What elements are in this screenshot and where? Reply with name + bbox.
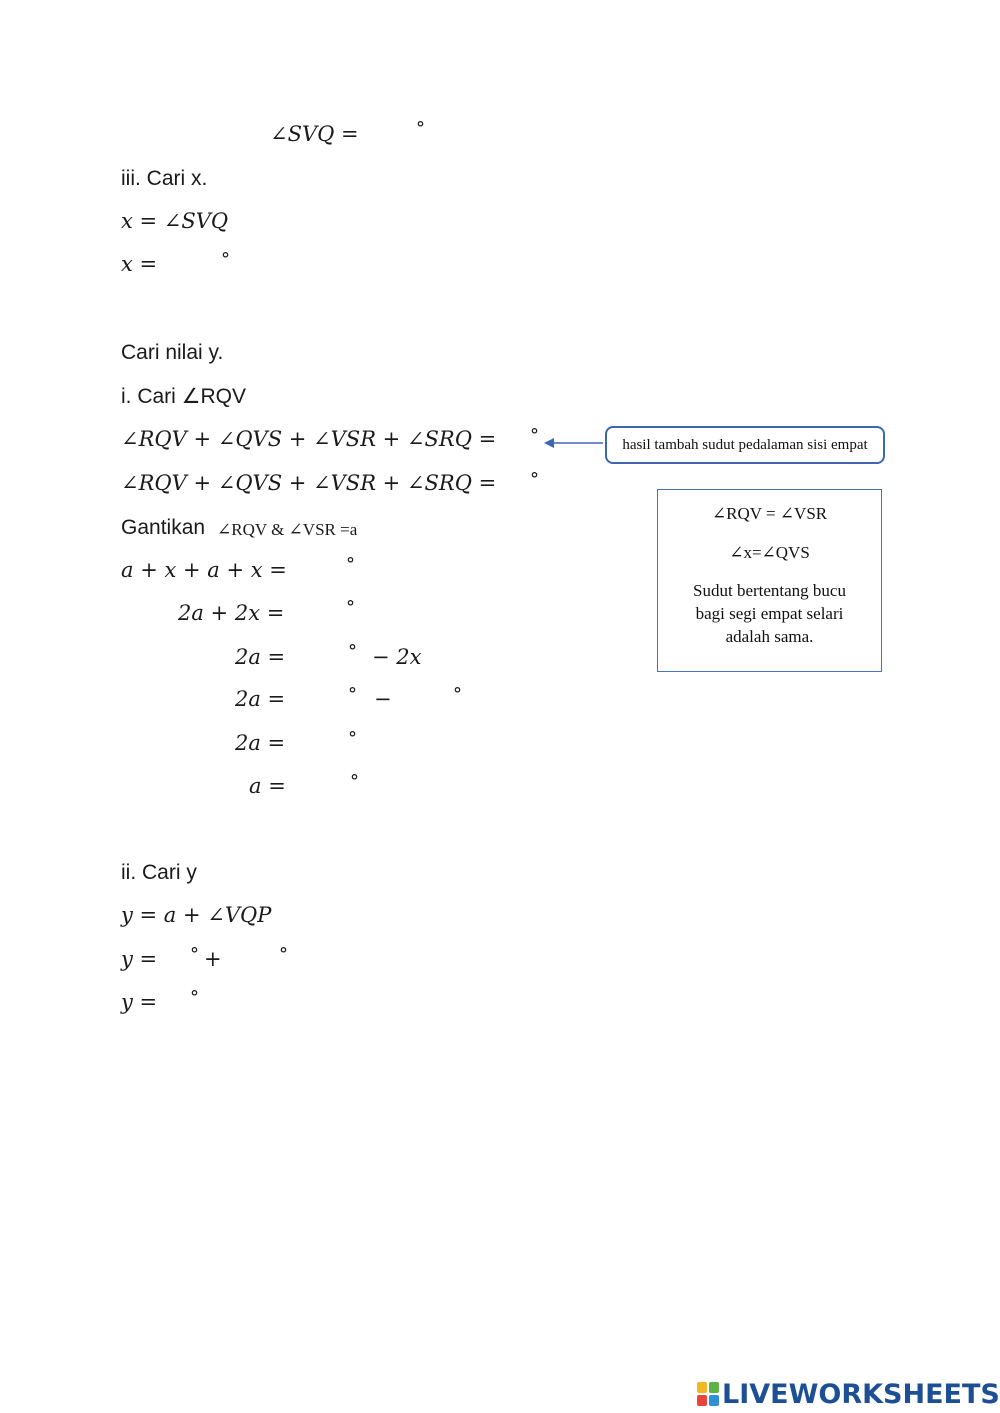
note-line: ∠RQV = ∠VSR [711,504,828,523]
degree-symbol: ° [348,684,357,705]
angle-sum-equation: ∠RQV + ∠QVS + ∠VSR + ∠SRQ = [121,427,497,451]
degree-symbol: ° [346,554,355,575]
step-heading-find-y: ii. Cari y [121,861,197,884]
answer-blank[interactable] [475,426,529,452]
answer-blank[interactable] [360,121,414,147]
note-line: bagi segi empat selari [695,604,844,623]
answer-blank[interactable] [166,251,220,277]
y-equation: y = [121,990,158,1014]
equation-2a: 2a = [235,731,286,755]
note-line: adalah sama. [725,627,814,646]
step-heading-find-x: iii. Cari x. [121,167,208,190]
answer-blank[interactable] [475,470,529,496]
plus-sign: + [204,947,222,971]
answer-blank[interactable] [290,600,344,626]
x-equation: x = [121,252,158,276]
equation-2a: 2a = [235,687,286,711]
logo-text: LIVEWORKSHEETS [722,1378,1000,1410]
minus-2x: − 2x [372,645,422,669]
angle-sum-equation: ∠RQV + ∠QVS + ∠VSR + ∠SRQ = [121,471,497,495]
liveworksheets-logo [697,1377,1000,1411]
answer-blank[interactable] [292,730,346,756]
degree-symbol: ° [221,249,230,270]
answer-blank[interactable] [294,773,348,799]
y-equation: y = a + ∠VQP [121,903,272,927]
note-box [657,489,882,672]
equation-a: a = [249,774,286,798]
callout-text: hasil tambah sudut pedalaman sisi empat [622,436,868,453]
liveworksheets-logo-icon [697,1382,719,1406]
note-line: ∠x=∠QVS [729,543,810,562]
answer-blank[interactable] [396,686,450,712]
angle-svq-equation: ∠SVQ = [270,122,359,146]
degree-symbol: ° [348,641,357,662]
answer-blank[interactable] [292,644,346,670]
substitute-label: Gantikan [121,516,206,539]
equation-a-x: a + x + a + x = [121,558,287,582]
degree-symbol: ° [190,987,199,1008]
answer-blank[interactable] [292,686,346,712]
note-line: Sudut bertentang bucu [693,581,846,600]
y-equation: y = [121,947,158,971]
degree-symbol: ° [530,425,539,446]
x-equals-angle-svq: x = ∠SVQ [121,209,229,233]
equation-2a-2x: 2a + 2x = [178,601,285,625]
degree-symbol: ° [530,469,539,490]
degree-symbol: ° [350,771,359,792]
degree-symbol: ° [279,944,288,965]
degree-symbol: ° [453,684,462,705]
section-heading-find-y: Cari nilai y. [121,341,224,364]
degree-symbol: ° [190,944,199,965]
minus-sign: − [374,687,392,711]
step-heading-find-rqv: i. Cari ∠RQV [121,385,247,408]
degree-symbol: ° [416,118,425,139]
substitute-rule: ∠RQV & ∠VSR =a [217,520,358,539]
answer-blank[interactable] [162,989,216,1015]
arrow-icon [543,436,605,450]
callout-interior-angle-sum [605,426,885,464]
degree-symbol: ° [348,728,357,749]
answer-blank[interactable] [290,557,344,583]
degree-symbol: ° [346,597,355,618]
answer-blank[interactable] [226,946,280,972]
equation-2a: 2a = [235,645,286,669]
